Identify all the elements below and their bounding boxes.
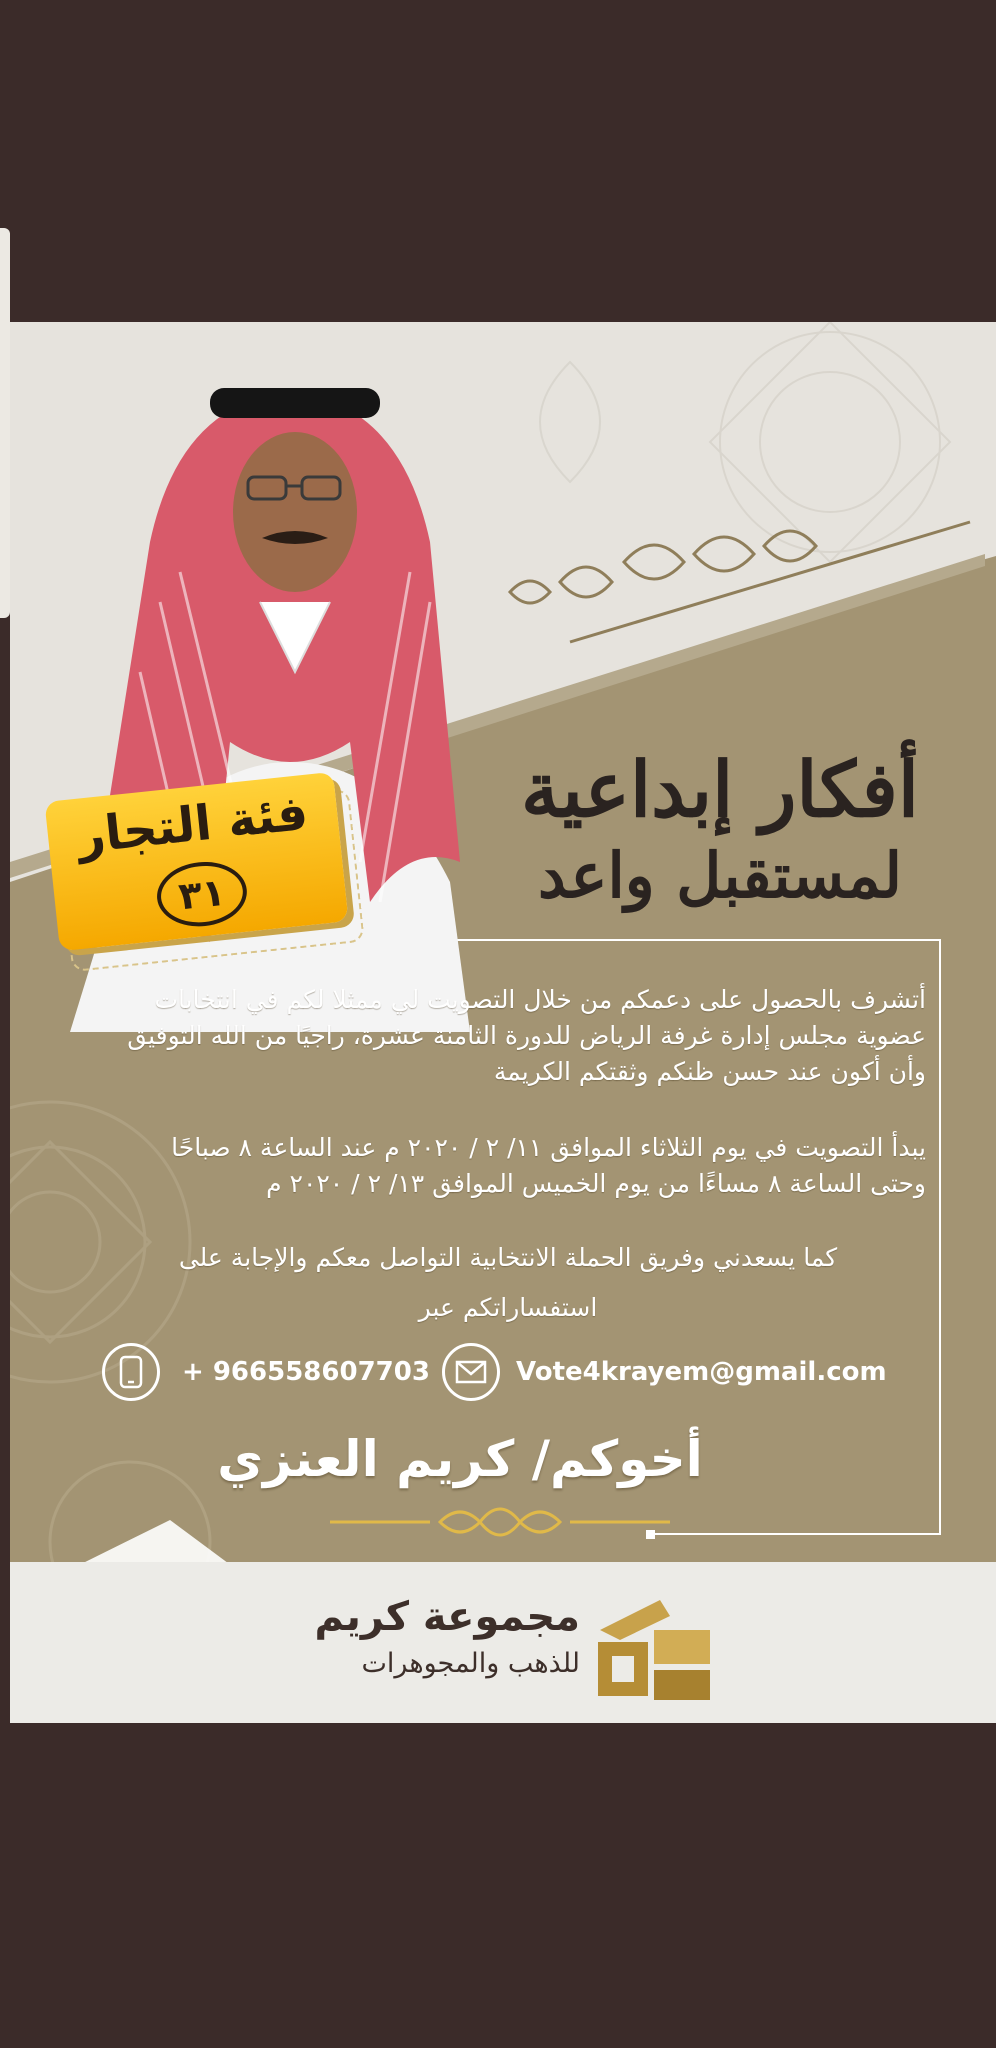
email-contact[interactable] bbox=[442, 1340, 887, 1404]
envelope-icon bbox=[442, 1343, 500, 1401]
phone-contact[interactable] bbox=[102, 1340, 430, 1404]
brand-block bbox=[298, 1590, 718, 1710]
brand-tagline: للذهب والمجوهرات bbox=[361, 1648, 580, 1679]
contact-note-line1: كما يسعدني وفريق الحملة الانتخابية التواصل معكم والإجابة على bbox=[178, 1243, 838, 1272]
badge-title: فئة التجار bbox=[74, 784, 311, 865]
phone-number[interactable]: + 966558607703 bbox=[182, 1357, 430, 1387]
schedule-end: وحتى الساعة ٨ مساءًا من يوم الخميس الموافق ١٣/ ٢ / ٢٠٢٠ م bbox=[266, 1169, 926, 1198]
edge-handle[interactable] bbox=[0, 228, 10, 618]
signature: أخوكم/ كريم العنزي bbox=[217, 1430, 703, 1488]
intro-paragraph: أتشرف بالحصول على دعمكم من خلال التصويت لي ممثلا لكم في انتخابات عضوية مجلس إدارة غرفة الرياض للدورة الثامنة عشرة، راجيًا من الله التوفيق وأن أكون عند حسن ظنكم وثقتكم الكريمة bbox=[127, 985, 926, 1086]
contact-note-line2: استفساراتكم عبر bbox=[418, 1293, 598, 1322]
top-dark-band bbox=[0, 0, 996, 322]
headline bbox=[440, 744, 996, 916]
category-badge bbox=[44, 771, 359, 961]
badge-number: ٣١ bbox=[154, 858, 250, 931]
brand-logo-icon bbox=[590, 1590, 716, 1706]
headline-line1: أفكار إبداعية bbox=[520, 745, 920, 834]
email-address[interactable]: Vote4krayem@gmail.com bbox=[516, 1357, 887, 1387]
schedule-start: يبدأ التصويت في يوم الثلاثاء الموافق ١١/ ٢ / ٢٠٢٠ م عند الساعة ٨ صباحًا bbox=[171, 1133, 926, 1162]
brand-name: مجموعة كريم bbox=[314, 1594, 580, 1640]
bottom-dark-band bbox=[0, 1723, 996, 2048]
headline-line2: لمستقبل واعد bbox=[537, 839, 903, 912]
schedule-block bbox=[90, 1130, 926, 1202]
campaign-poster bbox=[10, 322, 996, 1723]
mobile-phone-icon bbox=[102, 1343, 160, 1401]
